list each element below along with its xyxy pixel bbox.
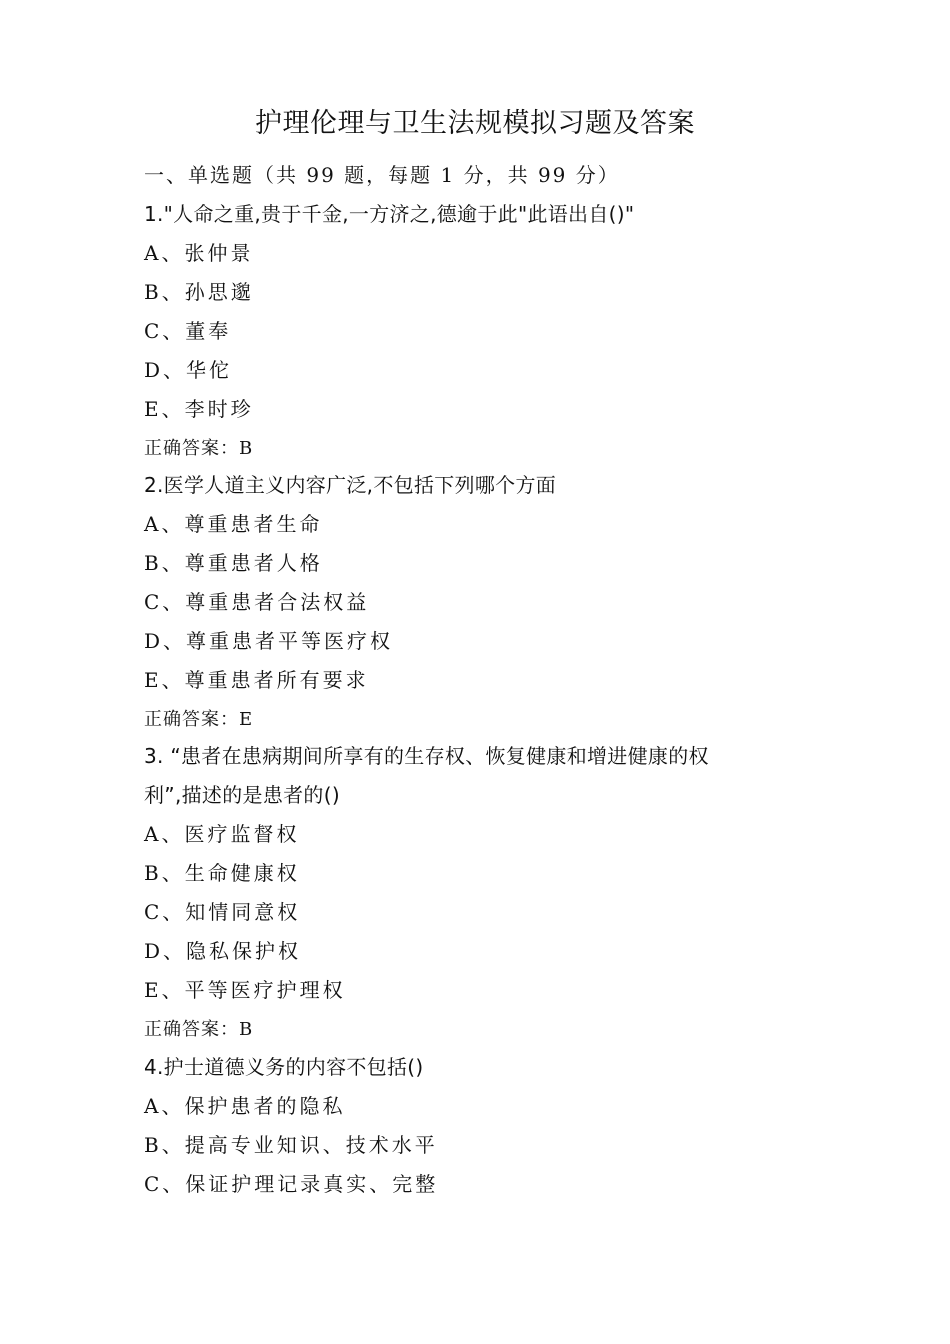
question-2-answer: 正确答案：E — [144, 709, 254, 730]
question-3-option-e: E、平等医疗护理权 — [144, 978, 346, 1002]
question-3-option-b: B、生命健康权 — [144, 861, 300, 885]
question-3-stem-line1: 3. “患者在患病期间所享有的生存权、恢复健康和增进健康的权 — [144, 744, 709, 768]
question-2-option-a: A、尊重患者生命 — [144, 512, 323, 536]
question-4-stem: 4.护士道德义务的内容不包括() — [144, 1055, 424, 1079]
question-4-option-b: B、提高专业知识、技术水平 — [144, 1133, 438, 1157]
question-3-stem-line2: 利”,描述的是患者的() — [144, 783, 340, 807]
question-2-option-b: B、尊重患者人格 — [144, 551, 323, 575]
question-2-option-c: C、尊重患者合法权益 — [144, 590, 370, 614]
question-4-option-c: C、保证护理记录真实、完整 — [144, 1172, 439, 1196]
question-1-stem: 1."人命之重,贵于千金,一方济之,德逾于此"此语出自()" — [144, 202, 635, 226]
question-3-answer: 正确答案：B — [144, 1019, 254, 1040]
question-2-option-e: E、尊重患者所有要求 — [144, 668, 369, 692]
document-title: 护理伦理与卫生法规模拟习题及答案 — [255, 108, 695, 139]
question-1-option-a: A、张仲景 — [144, 241, 254, 265]
question-1-option-b: B、孙思邈 — [144, 280, 254, 304]
question-2-stem: 2.医学人道主义内容广泛,不包括下列哪个方面 — [144, 473, 557, 497]
question-2-option-d: D、尊重患者平等医疗权 — [144, 629, 394, 653]
question-1-option-d: D、华佗 — [144, 358, 233, 382]
question-1-option-c: C、董奉 — [144, 319, 232, 343]
section-heading: 一、单选题（共 99 题，每题 1 分，共 99 分） — [144, 163, 620, 187]
question-3-option-c: C、知情同意权 — [144, 900, 301, 924]
question-3-option-a: A、医疗监督权 — [144, 822, 300, 846]
question-4-option-a: A、保护患者的隐私 — [144, 1094, 346, 1118]
question-3-option-d: D、隐私保护权 — [144, 939, 302, 963]
question-1-option-e: E、李时珍 — [144, 397, 254, 421]
question-1-answer: 正确答案：B — [144, 438, 254, 459]
